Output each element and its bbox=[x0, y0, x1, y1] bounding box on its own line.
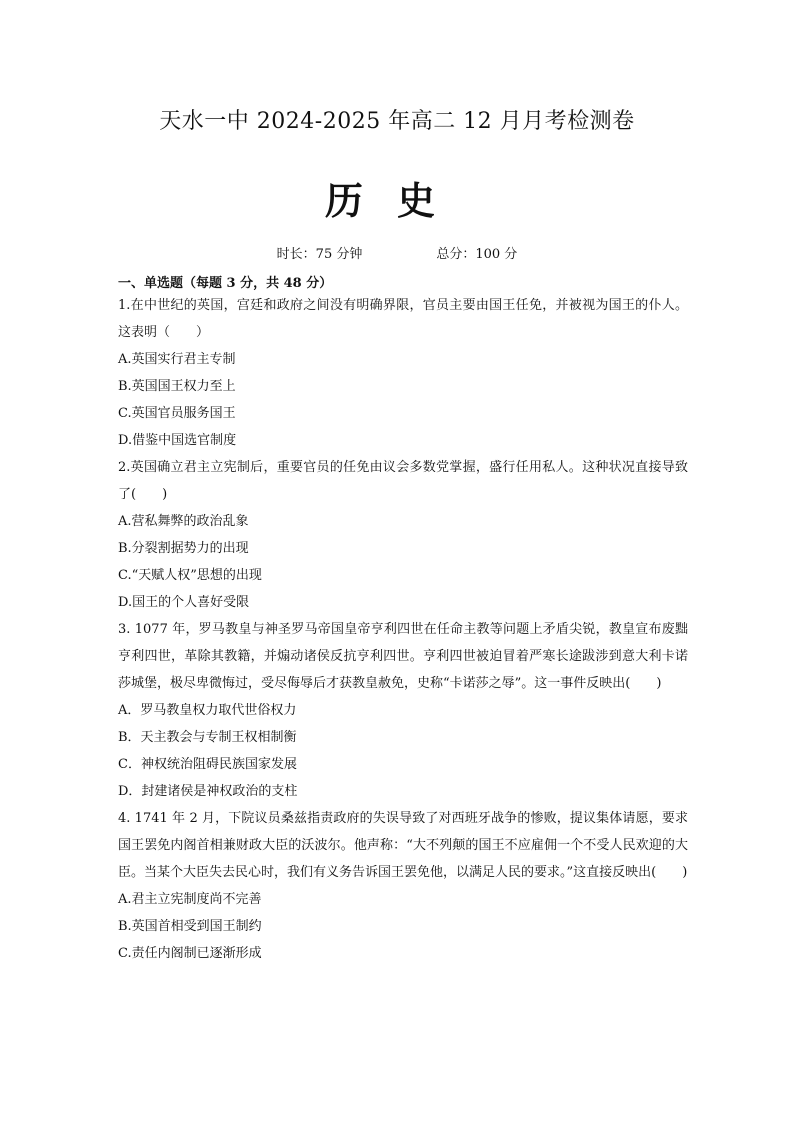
option-c: C.“天赋人权”思想的出现 bbox=[118, 568, 262, 583]
question-3 bbox=[118, 616, 688, 805]
question-stem: 2.英国确立君主立宪制后，重要官员的任免由议会多数党掌握，盛行任用私人。这种状况直接导致了( ) bbox=[118, 460, 688, 502]
option-b: B.英国首相受到国王制约 bbox=[118, 919, 262, 934]
option-a: A．罗马教皇权力取代世俗权力 bbox=[118, 703, 297, 718]
option-c: C.英国官员服务国王 bbox=[118, 406, 236, 421]
option-c: C．神权统治阻碍民族国家发展 bbox=[118, 757, 297, 772]
exam-meta bbox=[0, 243, 794, 262]
option-b: B．天主教会与专制王权相制衡 bbox=[118, 730, 297, 745]
option-b: B.分裂割据势力的出现 bbox=[118, 541, 249, 556]
question-stem: 1.在中世纪的英国，宫廷和政府之间没有明确界限，官员主要由国王任免，并被视为国王的仆人。这表明（ ） bbox=[118, 298, 688, 340]
question-section bbox=[118, 276, 688, 967]
question-stem: 3. 1077 年，罗马教皇与神圣罗马帝国皇帝亨利四世在任命主教等问题上矛盾尖锐，教皇宣布废黜亨利四世，革除其教籍，并煽动诸侯反抗亨利四世。亨利四世被迫冒着严寒长途跋涉到意大利卡诺莎城堡，极尽卑微悔过，受尽侮辱后才获教皇赦免，史称“卡诺莎之辱”。这一事件反映出( ) bbox=[118, 622, 688, 691]
exam-title: 天水一中 2024-2025 年高二 12 月月考检测卷 bbox=[159, 109, 635, 134]
option-a: A.英国实行君主专制 bbox=[118, 352, 236, 367]
option-a: A.君主立宪制度尚不完善 bbox=[118, 892, 262, 907]
question-1 bbox=[118, 292, 688, 454]
question-stem: 4. 1741 年 2 月，下院议员桑兹指责政府的失误导致了对西班牙战争的惨败，提议集体请愿，要求国王罢免内阁首相兼财政大臣的沃波尔。他声称：“大不列颠的国王不应雇佣一个不受人民欢迎的大臣。当某个大臣失去民心时，我们有义务告诉国王罢免他，以满足人民的要求。”这直接反映出( ) bbox=[118, 811, 688, 880]
question-4 bbox=[118, 805, 688, 967]
subject-title: 历史 bbox=[324, 178, 469, 223]
exam-duration: 时长：75 分钟 bbox=[276, 247, 363, 262]
option-b: B.英国国王权力至上 bbox=[118, 379, 236, 394]
option-d: D．封建诸侯是神权政治的支柱 bbox=[118, 784, 298, 799]
option-d: D.借鉴中国选官制度 bbox=[118, 433, 237, 448]
option-d: D.国王的个人喜好受限 bbox=[118, 595, 250, 610]
option-c: C.责任内阁制已逐渐形成 bbox=[118, 946, 262, 961]
question-2 bbox=[118, 454, 688, 616]
exam-total-score: 总分：100 分 bbox=[436, 247, 518, 262]
option-a: A.营私舞弊的政治乱象 bbox=[118, 514, 249, 529]
section-heading: 一、单选题（每题 3 分，共 48 分） bbox=[118, 276, 333, 291]
